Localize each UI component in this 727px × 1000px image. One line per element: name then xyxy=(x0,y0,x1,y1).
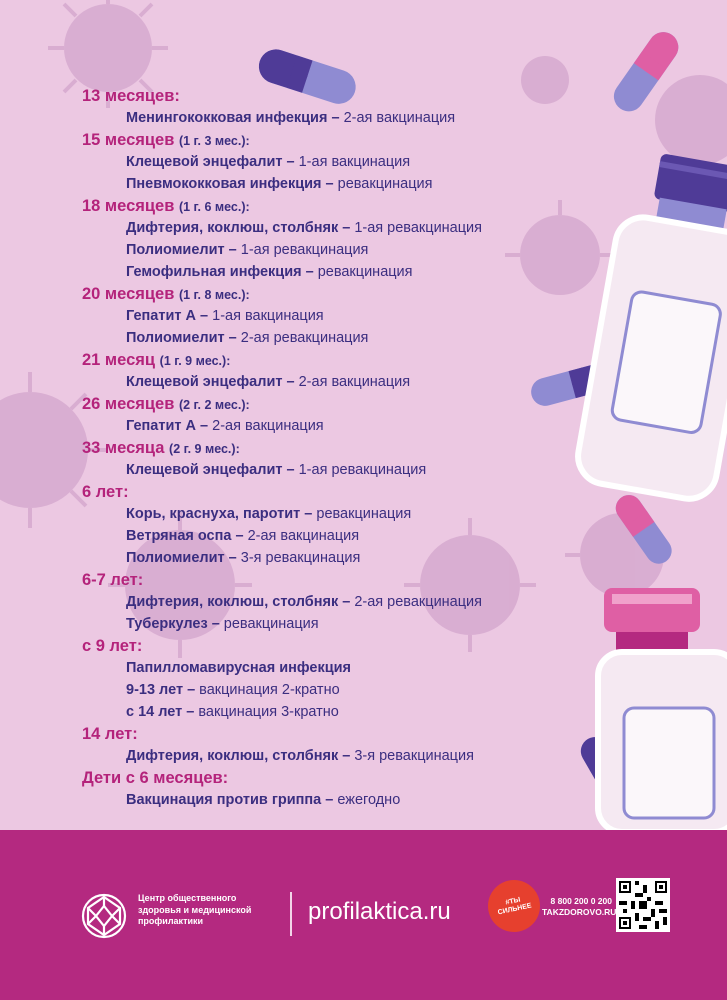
vaccination-type: 1-ая вакцинация xyxy=(212,308,324,324)
vaccine-item xyxy=(82,613,602,635)
vaccine-name: Корь, краснуха, паротит – xyxy=(126,506,313,522)
vaccine-name: Вакцинация против гриппа – xyxy=(126,792,334,808)
vaccination-type: ревакцинация xyxy=(316,506,412,522)
age-heading xyxy=(82,437,602,459)
vaccine-name: Гепатит А – xyxy=(126,308,209,324)
vaccination-type: 1-ая ревакцинация xyxy=(354,220,482,236)
vaccine-name: Ветряная оспа – xyxy=(126,528,244,544)
vaccine-item xyxy=(82,459,602,481)
vaccine-name: Дифтерия, коклюш, столбняк – xyxy=(126,594,351,610)
org-name xyxy=(138,893,278,928)
vaccination-type: ежегодно xyxy=(337,792,401,808)
vaccine-item xyxy=(82,173,602,195)
vaccination-type: вакцинация 2-кратно xyxy=(199,682,340,698)
vaccination-type: 1-ая ревакцинация xyxy=(240,242,369,258)
vaccine-name: Клещевой энцефалит – xyxy=(126,374,295,390)
age-note: (1 г. 3 мес.): xyxy=(178,134,250,148)
vaccine-item xyxy=(82,503,602,525)
age-label: 18 месяцев xyxy=(82,197,175,215)
age-note: (2 г. 2 мес.): xyxy=(178,398,250,412)
org-name-line: здоровья и медицинской xyxy=(138,904,252,915)
age-label: 20 месяцев xyxy=(82,285,175,303)
vaccine-item xyxy=(82,327,602,349)
vaccine-name: Полиомиелит – xyxy=(126,550,237,566)
vaccine-item xyxy=(82,789,602,811)
divider xyxy=(290,892,292,936)
hotline-site: TAKZDOROVO.RU xyxy=(542,907,617,917)
vaccine-name: Папилломавирусная инфекция xyxy=(126,660,352,676)
age-heading xyxy=(82,569,602,591)
virus-icon xyxy=(0,392,88,508)
age-heading xyxy=(82,723,602,745)
age-note: (2 г. 9 мес.): xyxy=(169,442,240,456)
website-link[interactable]: profilaktica.ru xyxy=(308,898,451,925)
vaccination-type: 1-ая вакцинация xyxy=(298,154,411,170)
vaccine-name: Гемофильная инфекция – xyxy=(126,264,314,280)
vaccine-item xyxy=(82,107,602,129)
vaccine-name: Клещевой энцефалит – xyxy=(126,154,295,170)
virus-icon xyxy=(655,75,727,165)
vaccine-name: Дифтерия, коклюш, столбняк – xyxy=(126,748,351,764)
vaccine-name: 9-13 лет – xyxy=(126,682,196,698)
vaccination-type: 2-ая вакцинация xyxy=(212,418,324,434)
age-label: с 9 лет: xyxy=(82,637,143,655)
vaccine-item xyxy=(82,261,602,283)
vaccine-item xyxy=(82,305,602,327)
vaccination-type: 1-ая ревакцинация xyxy=(298,462,427,478)
hotline-info xyxy=(542,896,617,918)
org-logo-icon xyxy=(80,892,128,940)
vaccine-name: Гепатит А – xyxy=(126,418,209,434)
age-label: 13 месяцев: xyxy=(82,87,180,105)
age-heading xyxy=(82,635,602,657)
vaccination-type: вакцинация 3-кратно xyxy=(198,704,339,720)
age-label: Дети с 6 месяцев: xyxy=(82,769,229,787)
age-note: (1 г. 9 мес.): xyxy=(159,354,231,368)
vaccine-item xyxy=(82,151,602,173)
vaccine-item xyxy=(82,591,602,613)
vaccine-item xyxy=(82,239,602,261)
vaccine-item xyxy=(82,547,602,569)
age-heading xyxy=(82,349,602,371)
age-heading xyxy=(82,393,602,415)
age-heading xyxy=(82,195,602,217)
age-heading xyxy=(82,767,602,789)
age-label: 14 лет: xyxy=(82,725,138,743)
age-heading xyxy=(82,283,602,305)
vaccination-type: 2-ая вакцинация xyxy=(298,374,411,390)
hotline-phone: 8 800 200 0 200 xyxy=(550,896,612,906)
vaccine-name: Полиомиелит – xyxy=(126,242,237,258)
age-label: 6 лет: xyxy=(82,483,129,501)
vaccine-name: Клещевой энцефалит – xyxy=(126,462,295,478)
badge-text: #ТЫ СИЛЬНЕЕ xyxy=(497,896,533,917)
vaccine-item xyxy=(82,657,602,679)
vaccine-item xyxy=(82,415,602,437)
age-note: (1 г. 6 мес.): xyxy=(178,200,250,214)
vaccine-name: с 14 лет – xyxy=(126,704,195,720)
age-label: 26 месяцев xyxy=(82,395,175,413)
vaccination-type: 2-ая вакцинация xyxy=(247,528,360,544)
age-label: 21 месяц xyxy=(82,351,156,369)
vaccination-type: ревакцинация xyxy=(337,176,433,192)
vaccination-type: ревакцинация xyxy=(317,264,413,280)
vaccine-name: Менингококковая инфекция – xyxy=(126,110,340,126)
footer-band xyxy=(0,830,727,1000)
vaccination-type: 3-я ревакцинация xyxy=(240,550,361,566)
vaccination-type: 2-ая ревакцинация xyxy=(354,594,482,610)
org-name-line: Центр общественного xyxy=(138,893,237,903)
vaccination-schedule xyxy=(82,85,602,811)
vaccine-item xyxy=(82,371,602,393)
vaccine-name: Пневмококковая инфекция – xyxy=(126,176,334,192)
vaccination-type: 3-я ревакцинация xyxy=(354,748,474,764)
vaccine-item xyxy=(82,525,602,547)
vaccine-name: Туберкулез – xyxy=(126,616,220,632)
age-label: 15 месяцев xyxy=(82,131,175,149)
medicine-bottle-icon xyxy=(598,588,727,830)
vaccination-type: ревакцинация xyxy=(223,616,319,632)
vaccine-name: Дифтерия, коклюш, столбняк – xyxy=(126,220,351,236)
vaccine-item xyxy=(82,701,602,723)
vaccine-item xyxy=(82,679,602,701)
age-label: 33 месяца xyxy=(82,439,165,457)
age-note: (1 г. 8 мес.): xyxy=(178,288,250,302)
virus-icon xyxy=(64,4,152,92)
campaign-badge xyxy=(488,880,540,932)
vaccination-type: 2-ая вакцинация xyxy=(343,110,456,126)
vaccine-name: Полиомиелит – xyxy=(126,330,237,346)
age-heading xyxy=(82,481,602,503)
age-heading xyxy=(82,85,602,107)
qr-code-icon[interactable] xyxy=(616,878,670,932)
age-label: 6-7 лет: xyxy=(82,571,144,589)
vaccine-item xyxy=(82,217,602,239)
org-name-line: профилактики xyxy=(138,916,204,926)
vaccination-type: 2-ая ревакцинация xyxy=(240,330,369,346)
vaccine-item xyxy=(82,745,602,767)
age-heading xyxy=(82,129,602,151)
